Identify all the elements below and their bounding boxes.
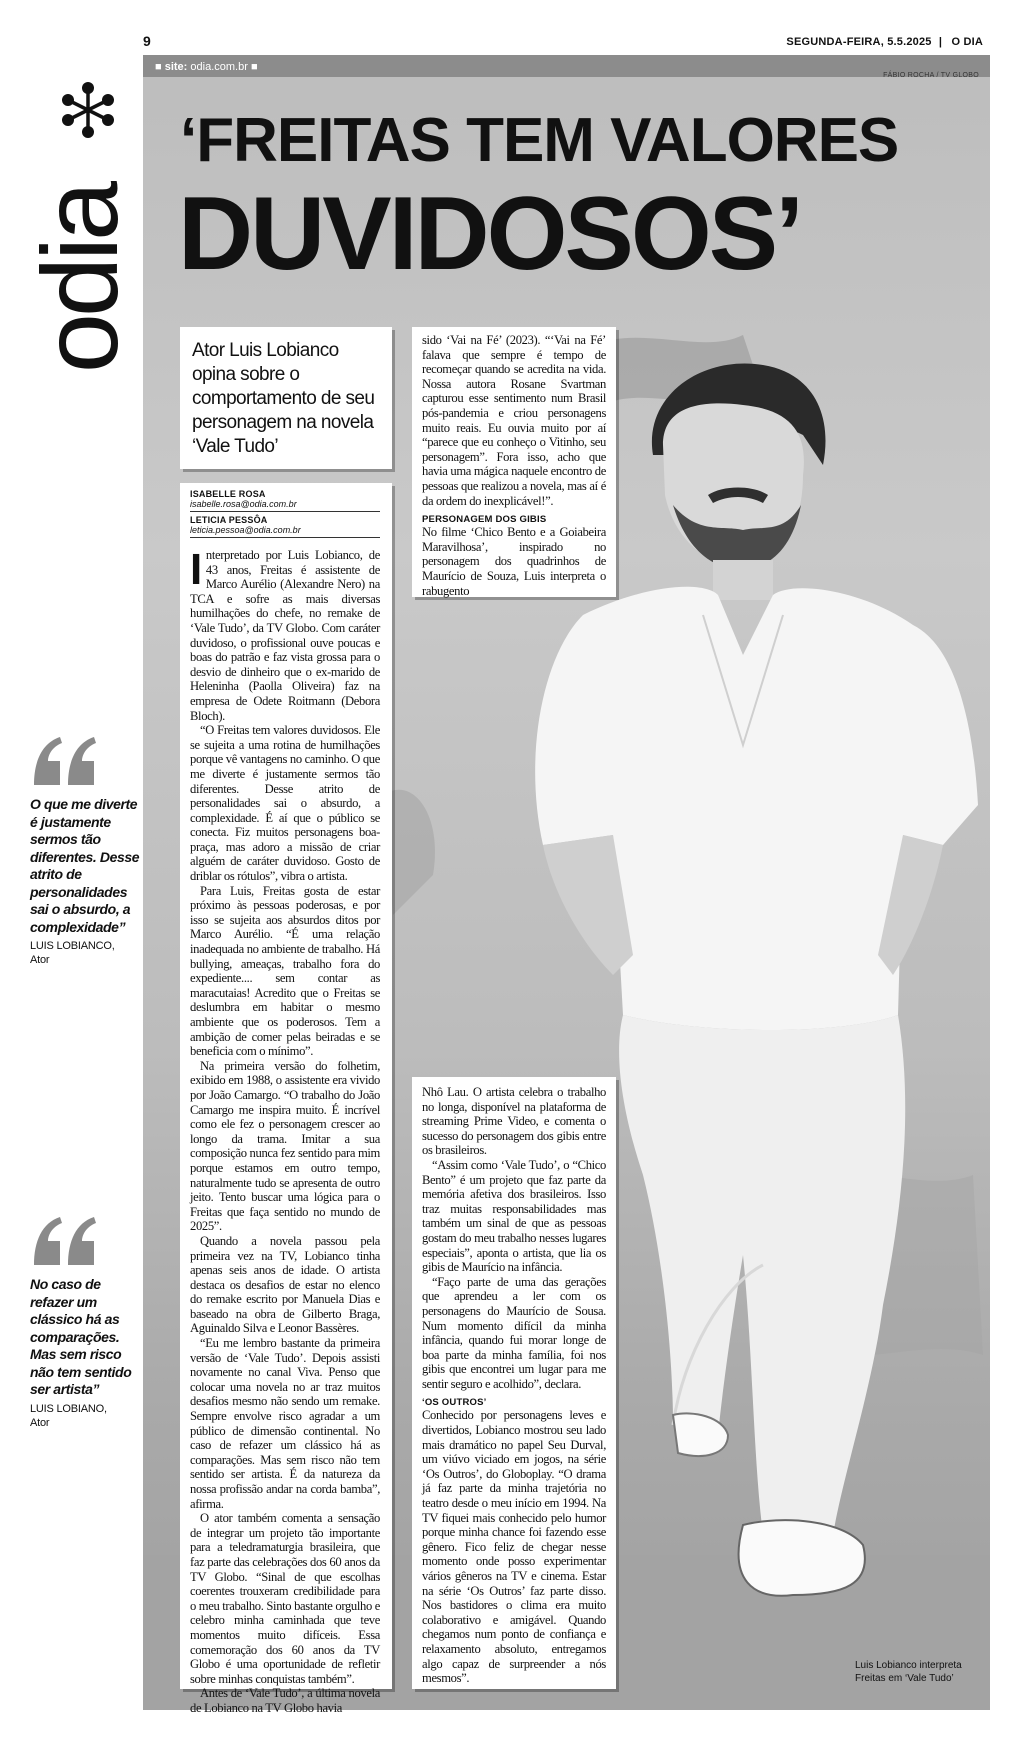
page-number: 9	[143, 33, 151, 49]
body-paragraph: sido ‘Vai na Fé’ (2023). “‘Vai na Fé’ falava que sempre é tempo de recomeçar quando se acredita na vida. Nossa autora Rosane Svartman capturou esse sentimento num Brasil pós-pandemia e criou personagens muito reais. Eu ouvia muito por aí “parece que eu conheço o Vitinho, seu personagem”. Fora isso, acho que havia uma mágica naquele encontro de pessoas que realizou a novela, mas aí é da ordem do inexplicável!”.	[422, 333, 606, 508]
quote-mark-icon	[30, 735, 98, 785]
headline-line-2: DUVIDOSOS’	[178, 176, 801, 292]
site-bullet-icon: ■	[155, 61, 162, 73]
byline	[190, 489, 380, 512]
author-name: ISABELLE ROSA	[190, 489, 266, 499]
subhead: ‘OS OUTROS’	[422, 1397, 487, 1409]
body-paragraph: “Faço parte de uma das gerações que aprendeu a ler com os personagens do Maurício de Sousa. Num momento difícil da minha infância, quando fui morar longe de boa parte da minha família, foi nos gibis que encontrei um lugar para me sentir seguro e acolhido”, declara.	[422, 1274, 606, 1391]
headline-line-1: ‘FREITAS TEM VALORES	[180, 106, 899, 175]
body-paragraph: Nhô Lau. O artista celebra o trabalho no longa, disponível na plataforma de streaming Prime Video, e comenta o sucesso do personagem dos gibis entre os brasileiros.	[422, 1085, 606, 1158]
pull-quote-name: LUIS LOBIANO,	[30, 1402, 107, 1415]
body-paragraph: Para Luis, Freitas gosta de estar próximo às pessoas poderosas, e por isso se sujeita aos absurdos ditos por Marco Aurélio. “É uma relação inadequada no ambiente de trabalho. Há bullying, ameaças, trabalho fora do expediente.... sem contar as maracutaias! Acredito que o Freitas se deslumbra em habitar o mesmo ambiente que os poderosos. Tem a ambição de comer pelas beiradas e se beneficia com o mínimo”.	[190, 883, 380, 1059]
photo-credit: FÁBIO ROCHA / TV GLOBO	[883, 72, 979, 79]
author-email[interactable]: leticia.pessoa@odia.com.br	[190, 525, 301, 535]
pull-quote-name: LUIS LOBIANCO,	[30, 940, 115, 952]
body-paragraph: Antes de ‘Vale Tudo’, a última novela de Lobianco na TV Globo havia	[190, 1686, 380, 1715]
body-paragraph: “O Freitas tem valores duvidosos. Ele se sujeita a uma rotina de humilhações porque vê vantagens no caminho. O que me diverte é justamente sermos tão diferentes. Desse atrito de personalidades sai o absurdo, a complexidade. É aí que o público se conecta. Fiz muitos personagens boa-praça, mas adoro a missão de criar alguém de caráter duvidoso. Gosto de driblar os rótulos”, vibra o artista.	[190, 723, 380, 884]
site-url[interactable]: odia.com.br	[190, 61, 248, 73]
quote-mark-icon	[30, 1215, 98, 1265]
body-paragraph: Conhecido por personagens leves e divertidos, Lobianco mostrou seu lado mais dramático no papel Seu Durval, um viúvo viciado em jogos, na série ‘Os Outros’, do Globoplay. “O drama já faz parte da minha trajetória no teatro desde o meu início em 1994. Na TV fiquei mais conhecido pelo humor porque minha chance foi fazendo esse gênero. Fico feliz de chegar nesse momento onde posso experimentar vários gêneros na TV e cinema. Estar na série ‘Os Outros’ faz parte disso. Nos bastidores o clima era muito colaborativo e amigável. Quando chegamos num ponto de confiança e relaxamento absoluto, entregamos algo capaz de surpreender a nós mesmos”.	[422, 1408, 606, 1686]
body-paragraph: Quando a novela passou pela primeira vez na TV, Lobianco tinha apenas seis anos de idade. O artista destaca os desafios de estar no elenco do remake escrito por Manuela Dias e baseado na obra de Gilberto Braga, Aguinaldo Silva e Leonor Bassères.	[190, 1233, 380, 1336]
brand-wordmark: odia	[19, 184, 140, 374]
body-paragraph: Na primeira versão do folhetim, exibido em 1988, o assistente era vivido por João Camargo. “O trabalho do João Camargo me inspira muito. É incrível como ele fez o personagem crescer ao longo da trama. Imitar a sua composição nunca fez sentido para mim porque estamos em outro tempo, naturalmente tudo se apresenta de outro jeito. Tento buscar uma lógica para o Freitas que faça sentido no mundo de 2025”.	[190, 1058, 380, 1234]
site-label: site:	[164, 61, 188, 73]
body-paragraph: “Assim como ‘Vale Tudo’, o “Chico Bento” é um projeto que faz parte da memória afetiva dos brasileiros. Isso traz muitas responsabilidades mas também um sinal de que as pessoas gostam do meu trabalho nesses lugares especiais”, aponta o artista, que lia os gibis de Maurício na infância.	[422, 1157, 606, 1275]
body-paragraph	[190, 545, 380, 723]
article-column-main	[180, 483, 392, 1715]
newspaper-name: O DIA	[951, 36, 983, 48]
body-paragraph: O ator também comenta a sensação de integrar um projeto tão importante para a teledramaturgia brasileira, que faz parte das celebrações dos 60 anos da TV Globo. “Sinal de que escolhas coerentes trouxeram credibilidade para o meu trabalho. Sinto bastante orgulho e celebro minha caminhada que teve momentos muito difíceis. Essa comemoração dos 60 anos da TV Globo é uma oportunidade de refletir sobre minhas conquistas também”.	[190, 1511, 380, 1686]
site-line	[155, 61, 258, 73]
pull-quote	[30, 1215, 140, 1430]
drop-cap: I	[190, 545, 202, 594]
subhead: PERSONAGEM DOS GIBIS	[422, 514, 547, 526]
body-paragraph: No filme ‘Chico Bento e a Goiabeira Maravilhosa’, inspirado no personagem dos quadrinhos de Maurício de Souza, Luis interpreta o rabugento	[422, 525, 606, 598]
pull-quote-role: Ator	[30, 954, 50, 966]
pull-quote	[30, 735, 140, 967]
dateline	[786, 36, 983, 48]
article-column-top-right	[412, 327, 616, 597]
site-bullet-icon: ■	[250, 61, 258, 73]
article-column-bottom-right	[412, 1077, 616, 1689]
body-paragraph-text: nterpretado por Luis Lobianco, de 43 anos, Freitas é assistente de Marco Aurélio (Alexandre Nero) na TCA e sofre as mais diversas humilhações do chefe, no remake de ‘Vale Tudo’, da TV Globo. Com caráter duvidoso, o profissional ouve poucas e boas do patrão e faz vista grossa para o desvio de dinheiro que o ex-marido de Heleninha (Paolla Oliveira) faz na empresa de Odete Roitmann (Debora Bloch).	[190, 548, 380, 723]
body-paragraph: “Eu me lembro bastante da primeira versão de ‘Vale Tudo’. Depois assisti novamente no canal Viva. Penso que colocar uma novela no ar traz muitos desafios mesmo não sendo um remake. Sempre envolve risco agradar a um público de dimensão continental. No caso de refazer um clássico há as comparações. Mas sem risco não tem sentido ser artista. É da natureza da nossa profissão andar na corda bamba”, afirma.	[190, 1336, 380, 1511]
author-email[interactable]: isabelle.rosa@odia.com.br	[190, 499, 297, 509]
pull-quote-text: O que me diverte é justamente sermos tão diferentes. Desse atrito de personalidades sai o absurdo, a complexidade”	[30, 796, 140, 935]
author-name: LETICIA PESSÔA	[190, 515, 268, 525]
pull-quote-text: No caso de refazer um clássico há as comparações. Mas sem risco não tem sentido ser artista”	[30, 1276, 132, 1397]
photo-caption: Luis Lobianco interpreta Freitas em ‘Vale Tudo’	[855, 1660, 962, 1684]
pull-quote-role: Ator	[30, 1416, 50, 1429]
section-brand	[19, 80, 140, 420]
dateline-separator: |	[938, 36, 943, 48]
article-deck: Ator Luis Lobianco opina sobre o comportamento de seu personagem na novela ‘Vale Tudo’	[180, 327, 392, 469]
issue-date: SEGUNDA-FEIRA, 5.5.2025	[786, 36, 932, 48]
byline	[190, 515, 380, 538]
